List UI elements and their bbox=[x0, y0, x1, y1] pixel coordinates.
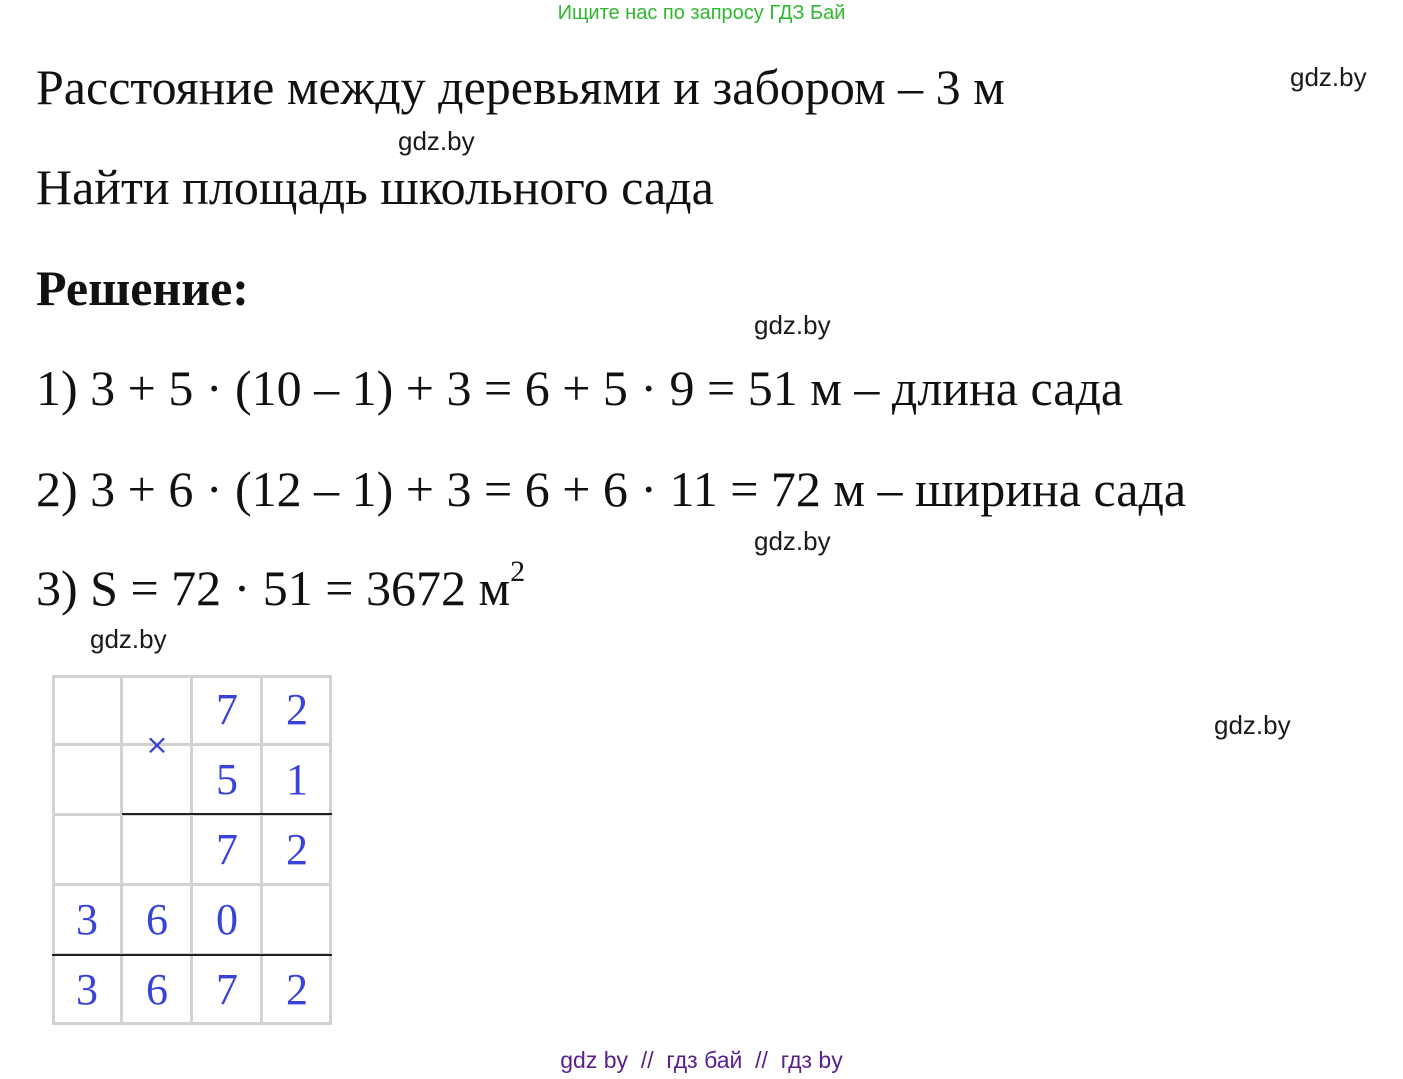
watermark: gdz.by bbox=[754, 526, 831, 556]
digit-cell: 6 bbox=[146, 895, 168, 944]
digit-cell: 1 bbox=[286, 755, 308, 804]
digit-cell: 2 bbox=[286, 965, 308, 1014]
digit-cell: 6 bbox=[146, 965, 168, 1014]
footer-links: gdz by // гдз бай // гдз by bbox=[560, 1047, 843, 1073]
solution-step-3 bbox=[36, 555, 526, 616]
digit-cell: 0 bbox=[216, 895, 238, 944]
condition-distance-line: Расстояние между деревьями и забором – 3 м bbox=[36, 59, 1005, 115]
step-3-text: 3) S = 72 · 51 = 3672 м bbox=[36, 560, 511, 616]
watermark: gdz.by bbox=[1214, 710, 1291, 740]
watermark: gdz.by bbox=[398, 126, 475, 156]
search-hint-banner: Ищите нас по запросу ГДЗ Бай bbox=[557, 2, 846, 24]
solution-step-2: 2) 3 + 6 · (12 – 1) + 3 = 6 + 6 · 11 = 72 м – ширина сада bbox=[36, 461, 1187, 517]
solution-step-1: 1) 3 + 5 · (10 – 1) + 3 = 6 + 5 · 9 = 51 м – длина сада bbox=[36, 360, 1124, 416]
digit-cell: 7 bbox=[216, 685, 238, 734]
digit-cell: 2 bbox=[286, 825, 308, 874]
digit-cell: 3 bbox=[76, 895, 98, 944]
digit-cell: 3 bbox=[76, 965, 98, 1014]
square-exponent: 2 bbox=[510, 555, 526, 588]
watermark: gdz.by bbox=[90, 624, 167, 654]
watermark: gdz.by bbox=[754, 310, 831, 340]
multiply-sign: × bbox=[145, 728, 169, 761]
digit-cell: 7 bbox=[216, 825, 238, 874]
condition-task-line: Найти площадь школьного сада bbox=[36, 159, 714, 215]
watermark: gdz.by bbox=[1290, 62, 1367, 92]
digit-cell: 7 bbox=[216, 965, 238, 1014]
digit-cell: 2 bbox=[286, 685, 308, 734]
solution-heading: Решение: bbox=[36, 260, 249, 316]
column-multiplication-grid bbox=[52, 675, 332, 1025]
digit-cell: 5 bbox=[216, 755, 238, 804]
